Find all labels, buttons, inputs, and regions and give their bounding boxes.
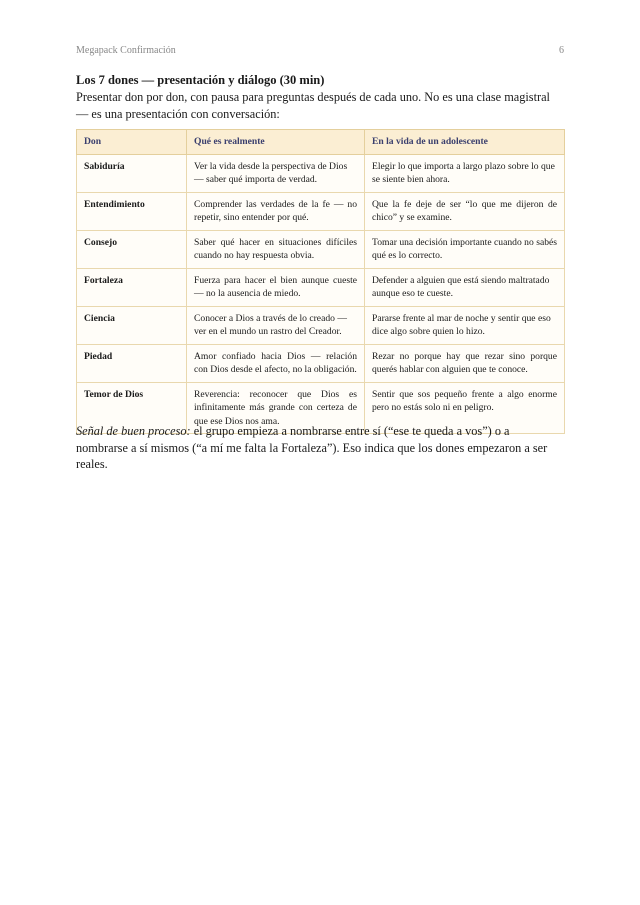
table-row [77, 344, 565, 382]
table-row [77, 268, 565, 306]
table-row [77, 306, 565, 344]
gift-meaning: Saber qué hacer en situaciones difíciles cuando no hay respuesta obvia. [187, 230, 365, 268]
table-row [77, 192, 565, 230]
gift-meaning: Comprender las verdades de la fe — no repetir, sino entender por qué. [187, 192, 365, 230]
closing-label: Señal de buen proceso: [76, 424, 191, 438]
gift-in-teen-life: Que la fe deje de ser “lo que me dijeron de chico” y se examine. [365, 192, 565, 230]
gift-in-teen-life: Sentir que sos pequeño frente a algo enorme pero no estás solo ni en peligro. [365, 382, 565, 434]
table-header-row [77, 130, 565, 155]
gift-name: Temor de Dios [77, 382, 187, 434]
gift-meaning: Reverencia: reconocer que Dios es infinitamente más grande con certeza de que ese Dios nos ama. [187, 382, 365, 434]
gift-name: Piedad [77, 344, 187, 382]
gift-name: Consejo [77, 230, 187, 268]
closing-text: el grupo empieza a nombrarse entre sí (“ese te queda a vos”) o a nombrarse a sí mismos (“a mí me falta la Fortaleza”). Eso indica que los dones empezaron a ser reales. [76, 424, 548, 471]
column-header-vida-adolescente: En la vida de un adolescente [365, 130, 565, 155]
gift-in-teen-life: Tomar una decisión importante cuando no sabés qué es lo correcto. [365, 230, 565, 268]
gift-in-teen-life: Elegir lo que importa a largo plazo sobre lo que se siente bien ahora. [365, 154, 565, 192]
table-row [77, 154, 565, 192]
column-header-don: Don [77, 130, 187, 155]
gift-name: Entendimiento [77, 192, 187, 230]
running-header [76, 45, 564, 56]
gift-name: Sabiduría [77, 154, 187, 192]
gift-in-teen-life: Defender a alguien que está siendo maltratado aunque eso te cueste. [365, 268, 565, 306]
gift-name: Fortaleza [77, 268, 187, 306]
gift-name: Ciencia [77, 306, 187, 344]
column-header-que-es: Qué es realmente [187, 130, 365, 155]
header-doc-title: Megapack Confirmación [76, 45, 176, 56]
gifts-table [76, 129, 565, 434]
gift-in-teen-life: Pararse frente al mar de noche y sentir que eso dice algo sobre quien lo hizo. [365, 306, 565, 344]
gift-meaning: Conocer a Dios a través de lo creado — ver en el mundo un rastro del Creador. [187, 306, 365, 344]
gift-in-teen-life: Rezar no porque hay que rezar sino porque querés hablar con alguien que te conoce. [365, 344, 565, 382]
header-page-number: 6 [559, 45, 564, 56]
table-row [77, 230, 565, 268]
closing-note [76, 423, 564, 473]
section-title: Los 7 dones — presentación y diálogo (30 min) [76, 73, 325, 87]
gift-meaning: Fuerza para hacer el bien aunque cueste — no la ausencia de miedo. [187, 268, 365, 306]
gift-meaning: Ver la vida desde la perspectiva de Dios — saber qué importa de verdad. [187, 154, 365, 192]
gift-meaning: Amor confiado hacia Dios — relación con Dios desde el afecto, no la obligación. [187, 344, 365, 382]
section-intro: Presentar don por don, con pausa para preguntas después de cada uno. No es una clase magistral — es una presentación con conversación: [76, 90, 550, 121]
